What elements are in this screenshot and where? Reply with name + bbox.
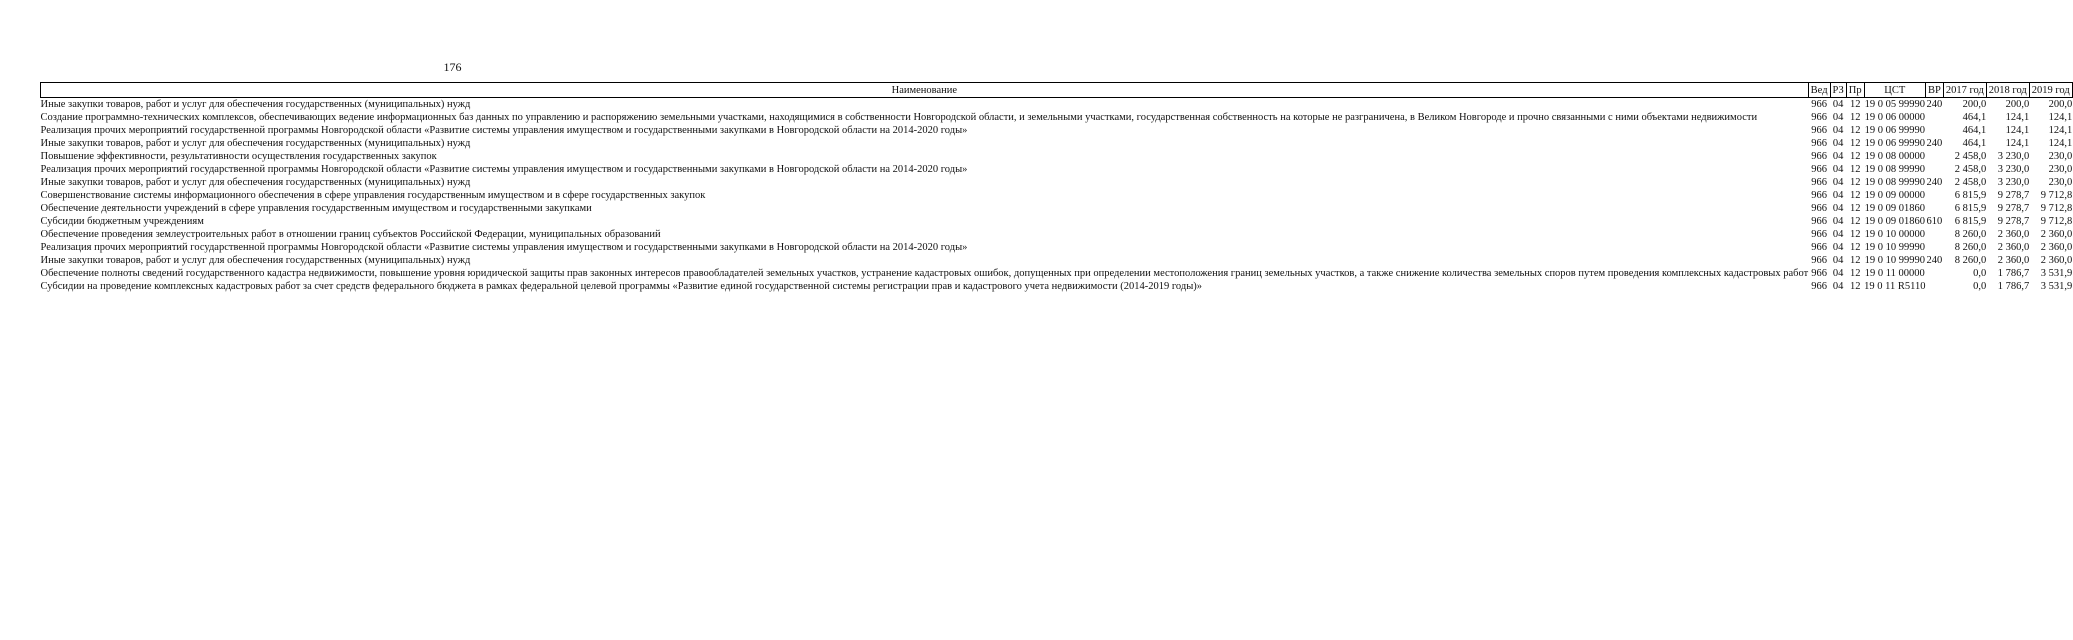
row-cst: 19 0 06 00000 <box>1864 112 1925 123</box>
row-2019: 9 712,8 <box>2040 190 2073 201</box>
row-vr: 240 <box>1926 177 1943 188</box>
row-rz: 04 <box>1832 203 1844 214</box>
row-2017: 6 815,9 <box>1954 190 1987 201</box>
row-cst: 19 0 10 99990 <box>1864 242 1925 253</box>
row-cst: 19 0 11 R5110 <box>1864 281 1926 292</box>
row-cst: 19 0 05 99990 <box>1864 99 1925 110</box>
table-row <box>41 202 2073 215</box>
row-vr <box>1925 189 1943 202</box>
table-row <box>41 150 2073 163</box>
row-pr: 12 <box>1849 164 1861 175</box>
row-2019: 230,0 <box>2048 164 2073 175</box>
row-name: Совершенствование системы информационного обеспечения в сфере управления государственным имуществом и в сфере государственных закупок <box>40 190 706 202</box>
row-rz: 04 <box>1832 268 1844 279</box>
row-name: Субсидии на проведение комплексных кадастровых работ за счет средств федерального бюджета в рамках федеральной целевой программы «Развитие единой государственной системы регистрации прав и кадастрового учета недвижимости (2014-2019 годы)» <box>40 281 1203 293</box>
row-rz: 04 <box>1832 151 1844 162</box>
row-cst: 19 0 08 99990 <box>1864 164 1925 175</box>
header-rz: РЗ <box>1830 83 1846 98</box>
row-ved: 966 <box>1811 99 1827 110</box>
row-2019: 200,0 <box>2048 99 2073 110</box>
row-cst: 19 0 11 00000 <box>1864 268 1925 279</box>
row-2018: 3 230,0 <box>1997 164 2030 175</box>
table-row <box>41 215 2073 228</box>
row-pr: 12 <box>1849 138 1861 149</box>
row-pr: 12 <box>1849 229 1861 240</box>
table-row <box>41 267 2073 280</box>
row-cst: 19 0 10 00000 <box>1864 229 1925 240</box>
row-2018: 200,0 <box>2005 99 2030 110</box>
row-vr <box>1925 150 1943 163</box>
row-ved: 966 <box>1811 255 1827 266</box>
row-pr: 12 <box>1849 242 1861 253</box>
budget-table <box>40 82 2073 293</box>
row-name: Обеспечение проведения землеустроительных работ в отношении границ субъектов Российской Федерации, муниципальных образований <box>40 229 661 241</box>
header-2019: 2019 год <box>2029 83 2072 98</box>
row-ved: 966 <box>1811 138 1827 149</box>
row-cst: 19 0 06 99990 <box>1864 125 1925 136</box>
row-2017: 2 458,0 <box>1954 164 1987 175</box>
row-2019: 2 360,0 <box>2040 255 2073 266</box>
row-cst: 19 0 09 01860 <box>1864 216 1925 227</box>
row-2017: 6 815,9 <box>1954 216 1987 227</box>
row-ved: 966 <box>1811 281 1827 292</box>
row-2019: 124,1 <box>2048 125 2073 136</box>
row-2017: 2 458,0 <box>1954 151 1987 162</box>
row-2017: 464,1 <box>1962 125 1987 136</box>
row-name: Субсидии бюджетным учреждениям <box>40 216 204 228</box>
row-2017: 2 458,0 <box>1954 177 1987 188</box>
table-row <box>41 137 2073 150</box>
row-cst: 19 0 08 99990 <box>1864 177 1925 188</box>
row-rz: 04 <box>1832 99 1844 110</box>
row-vr <box>1925 202 1943 215</box>
row-ved: 966 <box>1811 216 1827 227</box>
row-pr: 12 <box>1849 203 1861 214</box>
table-row <box>41 111 2073 124</box>
row-2018: 9 278,7 <box>1997 216 2030 227</box>
row-cst: 19 0 06 99990 <box>1864 138 1925 149</box>
row-2019: 2 360,0 <box>2040 242 2073 253</box>
row-cst: 19 0 09 00000 <box>1864 190 1925 201</box>
row-vr <box>1925 124 1943 137</box>
table-row <box>41 176 2073 189</box>
table-row <box>41 228 2073 241</box>
row-rz: 04 <box>1832 242 1844 253</box>
row-2019: 9 712,8 <box>2040 216 2073 227</box>
table-row <box>41 163 2073 176</box>
row-rz: 04 <box>1832 229 1844 240</box>
row-2018: 2 360,0 <box>1997 229 2030 240</box>
row-2017: 8 260,0 <box>1954 242 1987 253</box>
row-vr: 610 <box>1926 216 1943 227</box>
row-ved: 966 <box>1811 151 1827 162</box>
row-2017: 464,1 <box>1962 138 1987 149</box>
row-2017: 8 260,0 <box>1954 229 1987 240</box>
header-name: Наименование <box>41 83 1809 98</box>
row-pr: 12 <box>1849 255 1861 266</box>
row-pr: 12 <box>1849 177 1861 188</box>
row-vr: 240 <box>1926 99 1943 110</box>
row-ved: 966 <box>1811 125 1827 136</box>
row-name: Повышение эффективности, результативности осуществления государственных закупок <box>40 151 437 163</box>
row-2017: 0,0 <box>1973 268 1987 279</box>
row-rz: 04 <box>1832 255 1844 266</box>
row-name: Иные закупки товаров, работ и услуг для обеспечения государственных (муниципальных) нужд <box>40 99 471 111</box>
table-header-row <box>41 83 2073 98</box>
row-2019: 230,0 <box>2048 151 2073 162</box>
row-name: Реализация прочих мероприятий государственной программы Новгородской области «Развитие системы управления имуществом и государственными закупками в Новгородской области на 2014-2020 годы» <box>40 242 968 254</box>
header-ved: Вед <box>1808 83 1830 98</box>
row-name: Реализация прочих мероприятий государственной программы Новгородской области «Развитие системы управления имуществом и государственными закупками в Новгородской области на 2014-2020 годы» <box>40 125 968 137</box>
row-rz: 04 <box>1832 125 1844 136</box>
row-ved: 966 <box>1811 203 1827 214</box>
table-row <box>41 241 2073 254</box>
row-vr: 240 <box>1926 138 1943 149</box>
row-pr: 12 <box>1849 281 1861 292</box>
row-name: Иные закупки товаров, работ и услуг для обеспечения государственных (муниципальных) нужд <box>40 177 471 189</box>
row-2019: 2 360,0 <box>2040 229 2073 240</box>
table-row <box>41 124 2073 137</box>
row-pr: 12 <box>1849 125 1861 136</box>
row-cst: 19 0 09 01860 <box>1864 203 1925 214</box>
header-2018: 2018 год <box>1986 83 2029 98</box>
row-2017: 6 815,9 <box>1954 203 1987 214</box>
row-name: Создание программно-технических комплексов, обеспечивающих ведение информационных баз данных по управлению и распоряжению земельными участками, находящимися в собственности Новгородской области, и земельными участками, государственная собственность на которые не разграничена, в Великом Новгороде и прочно связанными с ними объектами недвижимости <box>40 112 1758 124</box>
row-2018: 9 278,7 <box>1997 203 2030 214</box>
row-pr: 12 <box>1849 99 1861 110</box>
row-rz: 04 <box>1832 177 1844 188</box>
row-2019: 230,0 <box>2048 177 2073 188</box>
row-vr <box>1925 163 1943 176</box>
row-rz: 04 <box>1832 112 1844 123</box>
table-row <box>41 98 2073 112</box>
table-row <box>41 254 2073 267</box>
row-name: Обеспечение полноты сведений государственного кадастра недвижимости, повышение уровня юридической защиты прав законных интересов правообладателей земельных участков, устранение кадастровых ошибок, допущенных при определении местоположения границ земельных участков, а также снижение количества земельных споров путем проведения комплексных кадастровых работ <box>40 268 1809 280</box>
row-2017: 8 260,0 <box>1954 255 1987 266</box>
row-rz: 04 <box>1832 216 1844 227</box>
row-2018: 3 230,0 <box>1997 151 2030 162</box>
row-rz: 04 <box>1832 281 1844 292</box>
row-pr: 12 <box>1849 190 1861 201</box>
row-cst: 19 0 08 00000 <box>1864 151 1925 162</box>
row-2018: 3 230,0 <box>1997 177 2030 188</box>
row-name: Иные закупки товаров, работ и услуг для обеспечения государственных (муниципальных) нужд <box>40 255 471 267</box>
row-2019: 124,1 <box>2048 138 2073 149</box>
row-ved: 966 <box>1811 268 1827 279</box>
row-pr: 12 <box>1849 151 1861 162</box>
row-pr: 12 <box>1849 112 1861 123</box>
row-ved: 966 <box>1811 112 1827 123</box>
row-name: Обеспечение деятельности учреждений в сфере управления государственным имуществом и государственными закупками <box>40 203 592 215</box>
row-2017: 0,0 <box>1973 281 1987 292</box>
row-pr: 12 <box>1849 216 1861 227</box>
row-rz: 04 <box>1832 164 1844 175</box>
row-ved: 966 <box>1811 164 1827 175</box>
header-vr: ВР <box>1925 83 1943 98</box>
row-2018: 124,1 <box>2005 138 2030 149</box>
row-2018: 1 786,7 <box>1997 281 2030 292</box>
row-vr: 240 <box>1926 255 1943 266</box>
row-2019: 9 712,8 <box>2040 203 2073 214</box>
row-2019: 3 531,9 <box>2040 281 2073 292</box>
row-vr <box>1925 228 1943 241</box>
row-2017: 200,0 <box>1962 99 1987 110</box>
row-2018: 2 360,0 <box>1997 242 2030 253</box>
table-row <box>41 280 2073 293</box>
header-pr: Пр <box>1846 83 1864 98</box>
row-vr <box>1925 267 1943 280</box>
row-vr <box>1925 111 1943 124</box>
row-name: Иные закупки товаров, работ и услуг для обеспечения государственных (муниципальных) нужд <box>40 138 471 150</box>
row-vr <box>1925 241 1943 254</box>
row-2018: 1 786,7 <box>1997 268 2030 279</box>
header-cst: ЦСТ <box>1864 83 1925 98</box>
row-2018: 2 360,0 <box>1997 255 2030 266</box>
row-pr: 12 <box>1849 268 1861 279</box>
row-ved: 966 <box>1811 190 1827 201</box>
row-vr <box>1925 280 1943 293</box>
row-2018: 124,1 <box>2005 125 2030 136</box>
row-cst: 19 0 10 99990 <box>1864 255 1925 266</box>
row-2018: 124,1 <box>2005 112 2030 123</box>
row-2019: 124,1 <box>2048 112 2073 123</box>
row-ved: 966 <box>1811 242 1827 253</box>
row-rz: 04 <box>1832 190 1844 201</box>
header-2017: 2017 год <box>1943 83 1986 98</box>
row-2018: 9 278,7 <box>1997 190 2030 201</box>
row-name: Реализация прочих мероприятий государственной программы Новгородской области «Развитие системы управления имуществом и государственными закупками в Новгородской области на 2014-2020 годы» <box>40 164 968 176</box>
row-2017: 464,1 <box>1962 112 1987 123</box>
row-ved: 966 <box>1811 177 1827 188</box>
page-number: 176 <box>443 60 462 74</box>
row-ved: 966 <box>1811 229 1827 240</box>
row-rz: 04 <box>1832 138 1844 149</box>
table-row <box>41 189 2073 202</box>
row-2019: 3 531,9 <box>2040 268 2073 279</box>
